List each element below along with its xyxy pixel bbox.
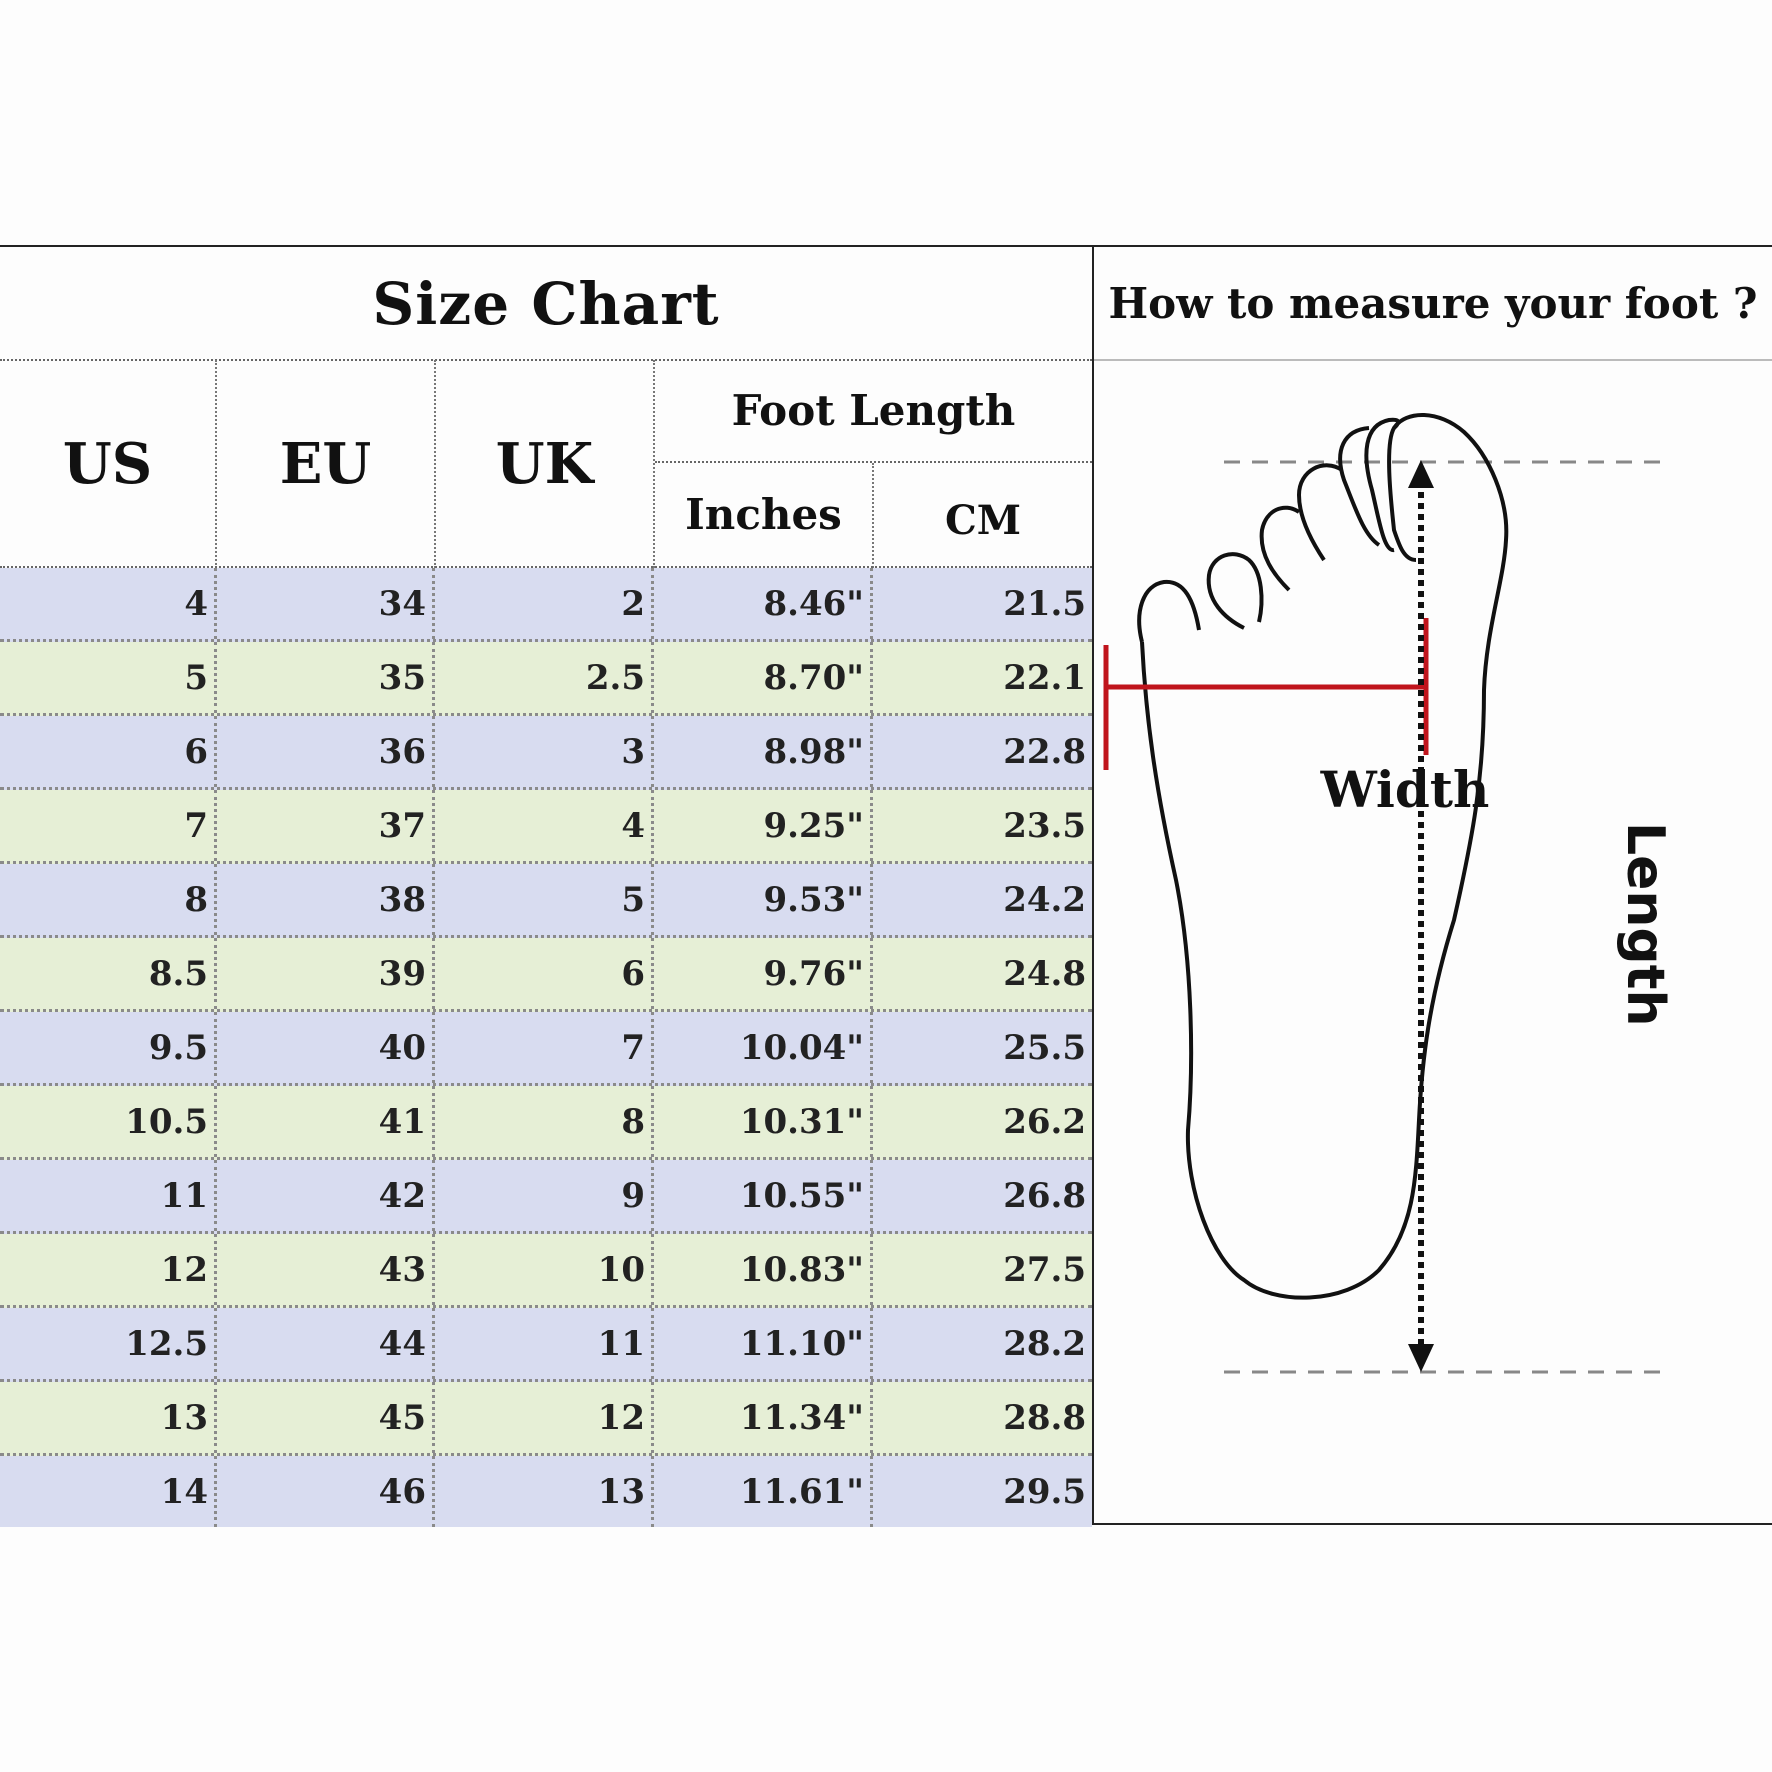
cell-cm: 21.5 [1003, 583, 1086, 624]
table-row [0, 1382, 1092, 1456]
toe-3-shape [1299, 465, 1342, 560]
cell-cm: 28.8 [1003, 1397, 1086, 1438]
cell-inches: 8.98" [654, 716, 873, 787]
cell-us: 11 [0, 1160, 217, 1231]
cell-eu: 45 [217, 1382, 435, 1453]
cell-us: 13 [0, 1382, 217, 1453]
foot-outline [1142, 415, 1506, 1298]
cell-cm: 26.8 [1003, 1175, 1086, 1216]
cell-us: 6 [0, 716, 217, 787]
cell-us: 4 [0, 568, 217, 639]
cell-us: 8.5 [0, 938, 217, 1009]
size-chart-title: Size Chart [372, 269, 720, 338]
table-row [0, 716, 1092, 790]
cell-cm: 24.8 [1003, 953, 1086, 994]
cell-eu: 40 [217, 1012, 435, 1083]
cell-us: 5 [0, 642, 217, 713]
table-row [0, 938, 1092, 1012]
cell-cm: 22.8 [1003, 731, 1086, 772]
cell-cm: 29.5 [1003, 1471, 1086, 1512]
cell-inches: 11.10" [654, 1308, 873, 1379]
col-header-cm: CM [944, 497, 1022, 544]
cell-uk: 8 [435, 1086, 654, 1157]
table-row [0, 568, 1092, 642]
cell-uk: 3 [435, 716, 654, 787]
cell-eu: 42 [217, 1160, 435, 1231]
cell-uk: 13 [435, 1456, 654, 1527]
cell-cm: 25.5 [1003, 1027, 1086, 1068]
cell-cm: 27.5 [1003, 1249, 1086, 1290]
cell-uk: 2 [435, 568, 654, 639]
toe-2-shape [1340, 428, 1379, 545]
cell-cm: 28.2 [1003, 1323, 1086, 1364]
col-header-us: US [62, 431, 153, 497]
toe-4-shape [1262, 508, 1299, 590]
cell-us: 9.5 [0, 1012, 217, 1083]
col-header-foot-length: Foot Length [731, 386, 1016, 435]
cell-us: 10.5 [0, 1086, 217, 1157]
cell-inches: 11.34" [654, 1382, 873, 1453]
table-row [0, 864, 1092, 938]
cell-inches: 10.04" [654, 1012, 873, 1083]
table-row [0, 1012, 1092, 1086]
cell-uk: 11 [435, 1308, 654, 1379]
table-row [0, 642, 1092, 716]
size-table-body [0, 568, 1092, 1527]
cell-eu: 34 [217, 568, 435, 639]
cell-inches: 10.31" [654, 1086, 873, 1157]
cell-inches: 8.46" [654, 568, 873, 639]
table-row [0, 1086, 1092, 1160]
cell-inches: 10.83" [654, 1234, 873, 1305]
cell-uk: 10 [435, 1234, 654, 1305]
cell-uk: 6 [435, 938, 654, 1009]
cell-eu: 39 [217, 938, 435, 1009]
cell-eu: 46 [217, 1456, 435, 1527]
cell-uk: 7 [435, 1012, 654, 1083]
table-row [0, 1234, 1092, 1308]
cell-eu: 43 [217, 1234, 435, 1305]
arrow-down-icon [1408, 1344, 1434, 1372]
cell-cm: 24.2 [1003, 879, 1086, 920]
table-row [0, 790, 1092, 864]
arrow-up-icon [1408, 460, 1434, 488]
table-row [0, 1308, 1092, 1382]
cell-eu: 35 [217, 642, 435, 713]
col-header-uk: UK [495, 431, 594, 497]
cell-eu: 38 [217, 864, 435, 935]
length-label: Length [1615, 822, 1675, 1027]
measure-title: How to measure your foot ? [1108, 278, 1758, 328]
cell-inches: 10.55" [654, 1160, 873, 1231]
table-row [0, 1456, 1092, 1527]
col-header-eu: EU [279, 431, 372, 497]
cell-us: 8 [0, 864, 217, 935]
cell-inches: 9.76" [654, 938, 873, 1009]
cell-us: 7 [0, 790, 217, 861]
cell-inches: 9.53" [654, 864, 873, 935]
cell-eu: 36 [217, 716, 435, 787]
cell-inches: 8.70" [654, 642, 873, 713]
cell-uk: 2.5 [435, 642, 654, 713]
cell-us: 12.5 [0, 1308, 217, 1379]
col-header-inches: Inches [685, 490, 842, 539]
cell-eu: 37 [217, 790, 435, 861]
cell-cm: 22.1 [1003, 657, 1086, 698]
toe-base-outline [1139, 582, 1199, 642]
cell-eu: 44 [217, 1308, 435, 1379]
cell-cm: 23.5 [1003, 805, 1086, 846]
cell-us: 14 [0, 1456, 217, 1527]
cell-cm: 26.2 [1003, 1101, 1086, 1142]
table-row [0, 1160, 1092, 1234]
cell-uk: 12 [435, 1382, 654, 1453]
cell-uk: 5 [435, 864, 654, 935]
cell-uk: 9 [435, 1160, 654, 1231]
width-label: Width [1320, 760, 1490, 819]
cell-us: 12 [0, 1234, 217, 1305]
cell-inches: 11.61" [654, 1456, 873, 1527]
cell-eu: 41 [217, 1086, 435, 1157]
cell-inches: 9.25" [654, 790, 873, 861]
cell-uk: 4 [435, 790, 654, 861]
toe-5-shape [1209, 554, 1262, 628]
size-chart-panel [0, 247, 1092, 1523]
